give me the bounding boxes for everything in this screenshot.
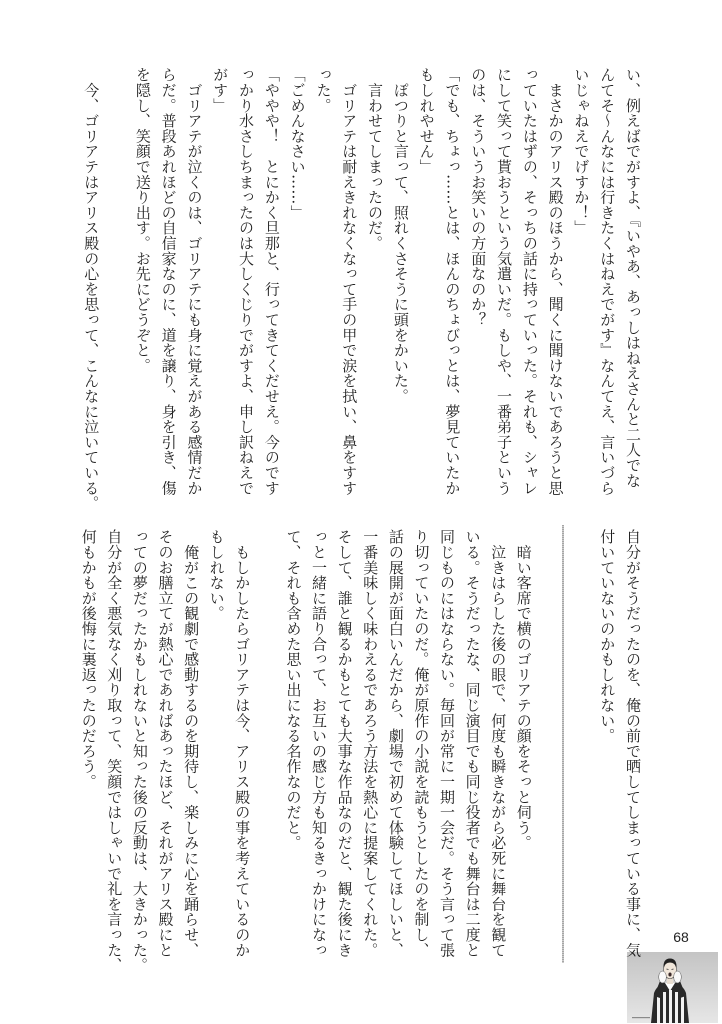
text-column: いる。そうだったな、同じ演目でも同じ役者でも舞台は二度と: [463, 529, 482, 958]
text-column: っての夢だったかもしれないと知った後の反動は、大きかった。: [130, 529, 149, 973]
text-column: 付いていないのかもしれない。: [598, 529, 617, 744]
text-column: 「ごめんなさい……」: [288, 67, 307, 220]
text-column: 言わせてしまったのだ。: [366, 67, 385, 251]
text-column: いじゃねえでげすか！」: [572, 67, 591, 236]
text-column: 一番美味しく味わえるであろう方法を熱心に提案してくれた。: [361, 529, 380, 958]
text-column: 同じものにはならない。毎回が常に一期一会だ。そう言って張: [438, 529, 457, 958]
text-column: 「ややや！ とにかく旦那と、行ってきてくだせえ。今のです: [262, 67, 281, 496]
text-column: ゴリアテが泣くのは、ゴリアテにも身に覚えがある感情だか: [185, 67, 204, 496]
text-column: っかり水さしちまったのは大しくじりでがすよ、申し訳ねえで: [237, 67, 256, 496]
text-column: を隠し、笑顔で送り出す。お先にどうぞと。: [133, 67, 152, 373]
text-column: 暗い客席で横のゴリアテの顔をそっと伺う。: [514, 529, 533, 851]
blank-column: [254, 529, 280, 969]
top-text-block: [77, 67, 645, 511]
page-number: 68: [673, 929, 689, 945]
text-column: っていたはずの、そっちの話に持っていった。それも、シャレ: [520, 67, 539, 496]
text-column: のは、そういうお笑いの方面なのか？: [469, 67, 488, 328]
text-column: っと一緒に語り合って、お互いの感じ方も知るきっかけになっ: [310, 529, 329, 958]
text-column: 話の展開が面白いんだから、劇場で初めて体験してほしいと、: [386, 529, 405, 958]
text-column: まさかのアリス殿のほうから、聞くに聞けないであろうと思: [546, 67, 565, 496]
text-column: んてそ～んなには行きたくはねえでがす』なんてえ、言いづら: [598, 67, 617, 496]
text-column: 泣きはらした後の眼で、何度も瞬きながら必死に舞台を観て: [489, 529, 508, 958]
text-column: そして、誰と観るかもとても大事な作品なのだと、観た後にき: [335, 529, 354, 958]
text-column: ぽつりと言って、照れくさそうに頭をかいた。: [391, 67, 410, 404]
scene-break-separator: [562, 525, 564, 963]
text-column: った。: [314, 67, 333, 113]
text-column: らだ。普段あれほどの自信家なのに、道を譲り、身を引き、傷: [159, 67, 178, 496]
text-column: 何もかもが後悔に裏返ったのだろう。: [79, 529, 98, 790]
text-column: 自分が全く悪気なく刈り取って、笑顔ではしゃいで礼を言った、: [105, 529, 124, 973]
bottom-right-text-block: [593, 529, 645, 969]
text-column: り切っていたのだ。俺が原作の小説を読もうとしたのを制し、: [412, 529, 431, 958]
text-column: 自分がそうだったのを、俺の前で晒してしまっている事に、気: [623, 529, 642, 958]
text-column: て、それも含めた思い出になる名作なのだと。: [284, 529, 303, 851]
text-column: い、例えばでがすよ、『いやあ、あっしはねえさんと二人でな: [624, 67, 642, 488]
text-column: にして笑って貰おうという気遣いだ。もしや、一番弟子という: [495, 67, 514, 496]
text-column: そのお膳立てが熱心であればあったほど、それがアリス殿にと: [156, 529, 175, 958]
text-column: もしれない。: [207, 529, 226, 621]
text-column: 今、ゴリアテはアリス殿の心を思って、こんなに泣いている。: [82, 67, 101, 511]
text-column: もしかしたらゴリアテは今、アリス殿の事を考えているのか: [233, 529, 252, 958]
text-column: 俺がこの観劇で感動するのを期待し、楽しみに心を踊らせ、: [182, 529, 201, 958]
text-column: もしれやせん」: [417, 67, 436, 175]
bottom-left-text-block: [75, 529, 536, 973]
text-column: 「でも、ちょっ……とは、ほんのちょびっとは、夢見ていたか: [443, 67, 462, 496]
blank-column: [103, 67, 129, 507]
text-column: ゴリアテは耐えきれなくなって手の甲で涙を拭い、鼻をすす: [340, 67, 359, 496]
text-column: がす」: [211, 67, 230, 113]
